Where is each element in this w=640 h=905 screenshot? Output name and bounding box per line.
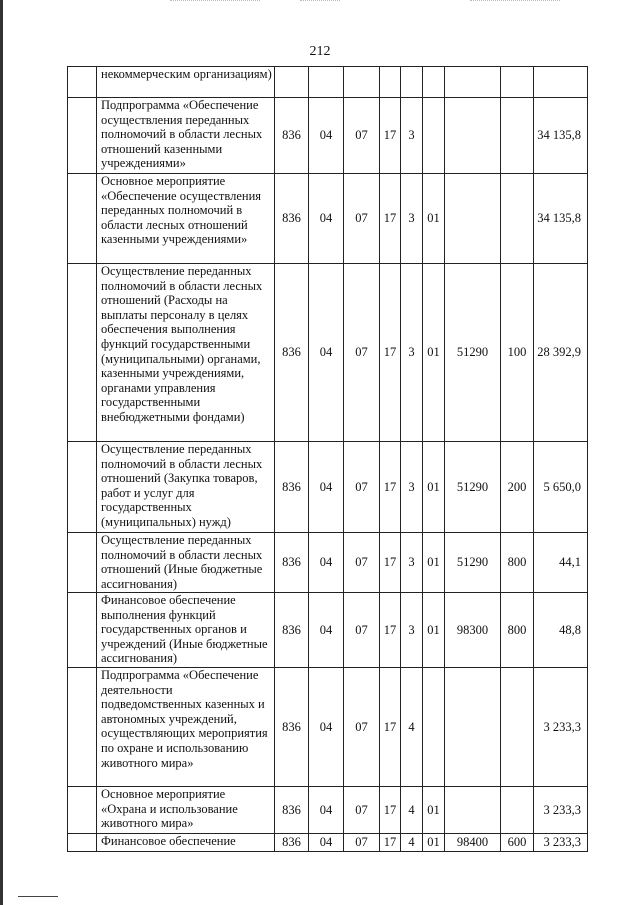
section-code: 04 (309, 533, 344, 593)
item-name: Осуществление переданных полномочий в области лесных отношений (Закупка товаров, работ и услуг для государственных (муниципальных) нужд) (97, 442, 275, 533)
amount: 5 650,0 (534, 442, 588, 533)
direction-code (445, 174, 501, 264)
expense-type-code: 600 (501, 834, 534, 852)
subprogram-code (401, 67, 423, 98)
subprogram-code: 3 (401, 442, 423, 533)
expense-type-code (501, 98, 534, 174)
number-cell (68, 174, 97, 264)
subsection-code: 07 (344, 787, 380, 834)
table-row (68, 67, 588, 98)
ved-code: 836 (275, 442, 309, 533)
item-name: Подпрограмма «Обеспечение осуществления переданных полномочий в области лесных отношений казенными учреждениями» (97, 98, 275, 174)
section-code: 04 (309, 264, 344, 442)
expense-type-code: 800 (501, 593, 534, 668)
direction-code (445, 67, 501, 98)
number-cell (68, 264, 97, 442)
event-code: 01 (423, 442, 445, 533)
event-code: 01 (423, 834, 445, 852)
amount: 48,8 (534, 593, 588, 668)
expense-type-code (501, 67, 534, 98)
item-name: Подпрограмма «Обеспечение деятельности подведомственных казенных и автономных учреждений, осуществляющих мероприятия по охране и использованию животного мира» (97, 668, 275, 787)
subprogram-code: 4 (401, 787, 423, 834)
amount: 34 135,8 (534, 174, 588, 264)
direction-code (445, 668, 501, 787)
event-code (423, 67, 445, 98)
item-name: Основное мероприятие «Охрана и использование животного мира» (97, 787, 275, 834)
program-code: 17 (380, 834, 401, 852)
subsection-code: 07 (344, 442, 380, 533)
expense-type-code (501, 668, 534, 787)
subprogram-code: 4 (401, 834, 423, 852)
subsection-code: 07 (344, 593, 380, 668)
page-number: 212 (309, 44, 331, 59)
program-code: 17 (380, 442, 401, 533)
table-row (68, 834, 588, 852)
amount: 34 135,8 (534, 98, 588, 174)
table-row (68, 787, 588, 834)
scan-artifact (170, 0, 260, 21)
ved-code (275, 67, 309, 98)
section-code: 04 (309, 787, 344, 834)
event-code: 01 (423, 174, 445, 264)
event-code: 01 (423, 264, 445, 442)
item-name: некоммерческим организациям) (97, 67, 275, 98)
ved-code: 836 (275, 174, 309, 264)
item-name: Финансовое обеспечение (97, 834, 275, 852)
ved-code: 836 (275, 593, 309, 668)
ved-code: 836 (275, 533, 309, 593)
ved-code: 836 (275, 668, 309, 787)
direction-code: 51290 (445, 533, 501, 593)
section-code: 04 (309, 593, 344, 668)
direction-code: 98400 (445, 834, 501, 852)
expense-type-code (501, 787, 534, 834)
expense-type-code: 100 (501, 264, 534, 442)
event-code: 01 (423, 593, 445, 668)
item-name: Осуществление переданных полномочий в области лесных отношений (Расходы на выплаты персоналу в целях обеспечения выполнения функций государственными (муниципальными) органами, казенными учреждениями, органами управления государственными внебюджетными фондами) (97, 264, 275, 442)
program-code (380, 67, 401, 98)
direction-code (445, 98, 501, 174)
number-cell (68, 533, 97, 593)
item-name: Осуществление переданных полномочий в области лесных отношений (Иные бюджетные ассигнования) (97, 533, 275, 593)
number-cell (68, 98, 97, 174)
subprogram-code: 3 (401, 264, 423, 442)
scan-artifact (18, 896, 58, 897)
number-cell (68, 668, 97, 787)
table-row (68, 593, 588, 668)
program-code: 17 (380, 668, 401, 787)
number-cell (68, 787, 97, 834)
item-name: Финансовое обеспечение выполнения функций государственных органов и учреждений (Иные бюджетные ассигнования) (97, 593, 275, 668)
program-code: 17 (380, 787, 401, 834)
expense-type-code: 800 (501, 533, 534, 593)
program-code: 17 (380, 593, 401, 668)
program-code: 17 (380, 533, 401, 593)
event-code (423, 668, 445, 787)
page-edge-line (0, 0, 3, 905)
direction-code (445, 787, 501, 834)
amount: 3 233,3 (534, 787, 588, 834)
subprogram-code: 4 (401, 668, 423, 787)
amount: 3 233,3 (534, 834, 588, 852)
direction-code: 51290 (445, 264, 501, 442)
subsection-code (344, 67, 380, 98)
expense-type-code (501, 174, 534, 264)
number-cell (68, 67, 97, 98)
ved-code: 836 (275, 98, 309, 174)
section-code: 04 (309, 98, 344, 174)
program-code: 17 (380, 98, 401, 174)
section-code: 04 (309, 834, 344, 852)
ved-code: 836 (275, 834, 309, 852)
scan-artifact (470, 0, 560, 21)
table-row (68, 264, 588, 442)
table-row (68, 98, 588, 174)
program-code: 17 (380, 174, 401, 264)
budget-table (67, 66, 588, 852)
amount (534, 67, 588, 98)
table-row (68, 533, 588, 593)
program-code: 17 (380, 264, 401, 442)
subprogram-code: 3 (401, 98, 423, 174)
event-code: 01 (423, 787, 445, 834)
table-row (68, 442, 588, 533)
subsection-code: 07 (344, 834, 380, 852)
amount: 28 392,9 (534, 264, 588, 442)
event-code (423, 98, 445, 174)
expense-type-code: 200 (501, 442, 534, 533)
ved-code: 836 (275, 787, 309, 834)
subprogram-code: 3 (401, 533, 423, 593)
table-row (68, 174, 588, 264)
subprogram-code: 3 (401, 593, 423, 668)
subsection-code: 07 (344, 533, 380, 593)
section-code: 04 (309, 174, 344, 264)
section-code (309, 67, 344, 98)
event-code: 01 (423, 533, 445, 593)
subsection-code: 07 (344, 98, 380, 174)
ved-code: 836 (275, 264, 309, 442)
subsection-code: 07 (344, 264, 380, 442)
subsection-code: 07 (344, 174, 380, 264)
subsection-code: 07 (344, 668, 380, 787)
number-cell (68, 593, 97, 668)
amount: 3 233,3 (534, 668, 588, 787)
scan-artifact (300, 0, 340, 21)
section-code: 04 (309, 668, 344, 787)
number-cell (68, 834, 97, 852)
subprogram-code: 3 (401, 174, 423, 264)
table-row (68, 668, 588, 787)
number-cell (68, 442, 97, 533)
direction-code: 51290 (445, 442, 501, 533)
amount: 44,1 (534, 533, 588, 593)
item-name: Основное мероприятие «Обеспечение осуществления переданных полномочий в области лесных отношений казенными учреждениями» (97, 174, 275, 264)
section-code: 04 (309, 442, 344, 533)
direction-code: 98300 (445, 593, 501, 668)
